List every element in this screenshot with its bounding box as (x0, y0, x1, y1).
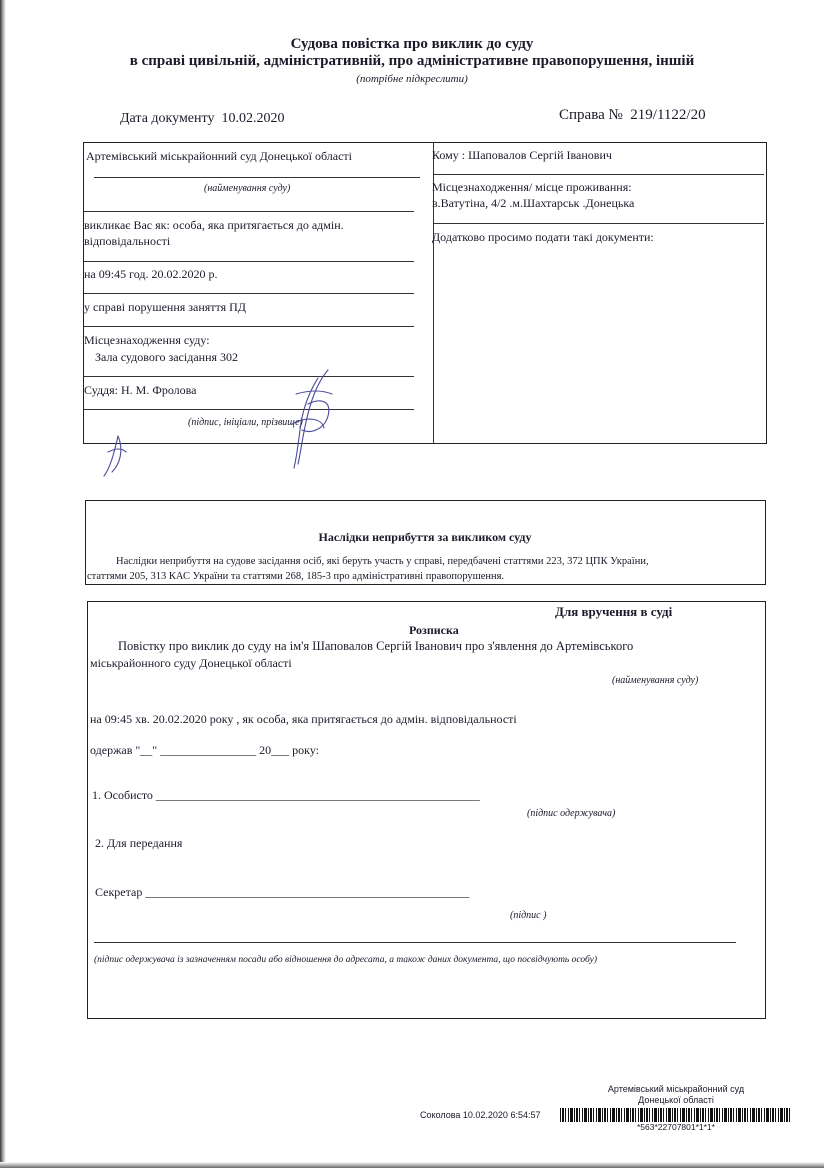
judge-signature (96, 364, 356, 484)
consequences-title: Наслідки неприбуття за викликом суду (318, 530, 532, 544)
documents-request: Додатково просимо подати такі документи: (432, 230, 654, 244)
court-name: Артемівський міськрайонний суд Донецької області (86, 149, 352, 163)
document-subtitle: в справі цивільній, адміністративній, про адміністративне правопорушення, іншій (129, 53, 695, 69)
footnote-line (94, 942, 736, 943)
court-caption: (найменування суду) (204, 183, 291, 194)
for-court-label: Для вручення в суді (555, 604, 673, 619)
divider (434, 174, 764, 175)
receipt-time: на 09:45 хв. 20.02.2020 року , як особа, яка притягається до адмін. відповідальності (90, 712, 517, 726)
summons-role: викликає Вас як: особа, яка притягається до адмін. (84, 218, 344, 232)
barcode (560, 1108, 792, 1122)
clerk-timestamp: Соколова 10.02.2020 6:54:57 (420, 1110, 541, 1120)
footer-court-region: Донецької області (638, 1095, 714, 1105)
court-location: Зала судового засідання 302 (95, 350, 239, 364)
recipient-signature-caption: (підпис одержувача) (527, 808, 616, 819)
transfer-label: 2. Для передання (95, 836, 183, 850)
divider (84, 261, 414, 262)
divider (84, 211, 414, 212)
footer-court-name: Артемівський міськрайонний суд (607, 1084, 745, 1094)
address-label: Місцезнаходження/ місце проживання: (432, 180, 632, 194)
divider (84, 293, 414, 294)
personally-line: 1. Особисто ______________________________________________________ (92, 788, 480, 802)
scan-bottom-edge (0, 1162, 824, 1168)
summons-role-cont: відповідальності (84, 234, 171, 248)
underline-note: (потрібне підкреслити) (356, 73, 468, 85)
date-value: 10.02.2020 (221, 111, 285, 126)
signature-caption: (підпис, ініціали, прізвище) (188, 417, 303, 428)
barcode-text: *563*22707801*1*1* (637, 1122, 715, 1132)
court-location-label: Місцезнаходження суду: (84, 333, 210, 347)
scan-edge (0, 0, 6, 1168)
case-type: у справі порушення заняття ПД (84, 300, 246, 314)
document-title: Судова повістка про виклик до суду (290, 36, 534, 52)
court-underline (94, 177, 420, 178)
document-date (120, 111, 284, 127)
receipt-text-cont: міськрайонного суду Донецької області (90, 656, 292, 670)
receipt-title: Розписка (409, 623, 459, 637)
receipt-court-caption: (найменування суду) (612, 675, 699, 686)
judge-name: Суддя: Н. М. Фролова (84, 383, 197, 397)
secretary-line: Секретар ______________________________________________________ (95, 885, 470, 899)
hearing-time: на 09:45 год. 20.02.2020 р. (84, 267, 218, 281)
receipt-footnote: (підпис одержувача із зазначенням посади або відношення до адресата, а також даних документа, що посвідчують особу) (94, 955, 598, 965)
case-value: 219/1122/20 (630, 107, 706, 123)
divider (434, 223, 764, 224)
recipient-address: в.Ватутіна, 4/2 .м.Шахтарськ .Донецька (432, 196, 635, 210)
consequences-text-cont: статтями 205, 313 КАС України та статтями 268, 185-3 про адміністративні правопорушення. (87, 571, 505, 582)
case-label: Справа № (559, 107, 623, 123)
received-date: одержав "__" ________________ 20___ року: (90, 743, 320, 757)
divider (84, 326, 414, 327)
consequences-text: Наслідки неприбуття на судове засідання осіб, які беруть участь у справі, передбачені статтями 223, 372 ЦПК України, (116, 556, 649, 567)
recipient: Кому : Шаповалов Сергій Іванович (432, 148, 612, 162)
date-label: Дата документу (120, 111, 215, 126)
receipt-text: Повістку про виклик до суду на ім'я Шаповалов Сергій Іванович про з'явлення до Артемівського (118, 639, 634, 653)
secretary-signature-caption: (підпис ) (510, 910, 547, 921)
case-number (559, 107, 706, 124)
